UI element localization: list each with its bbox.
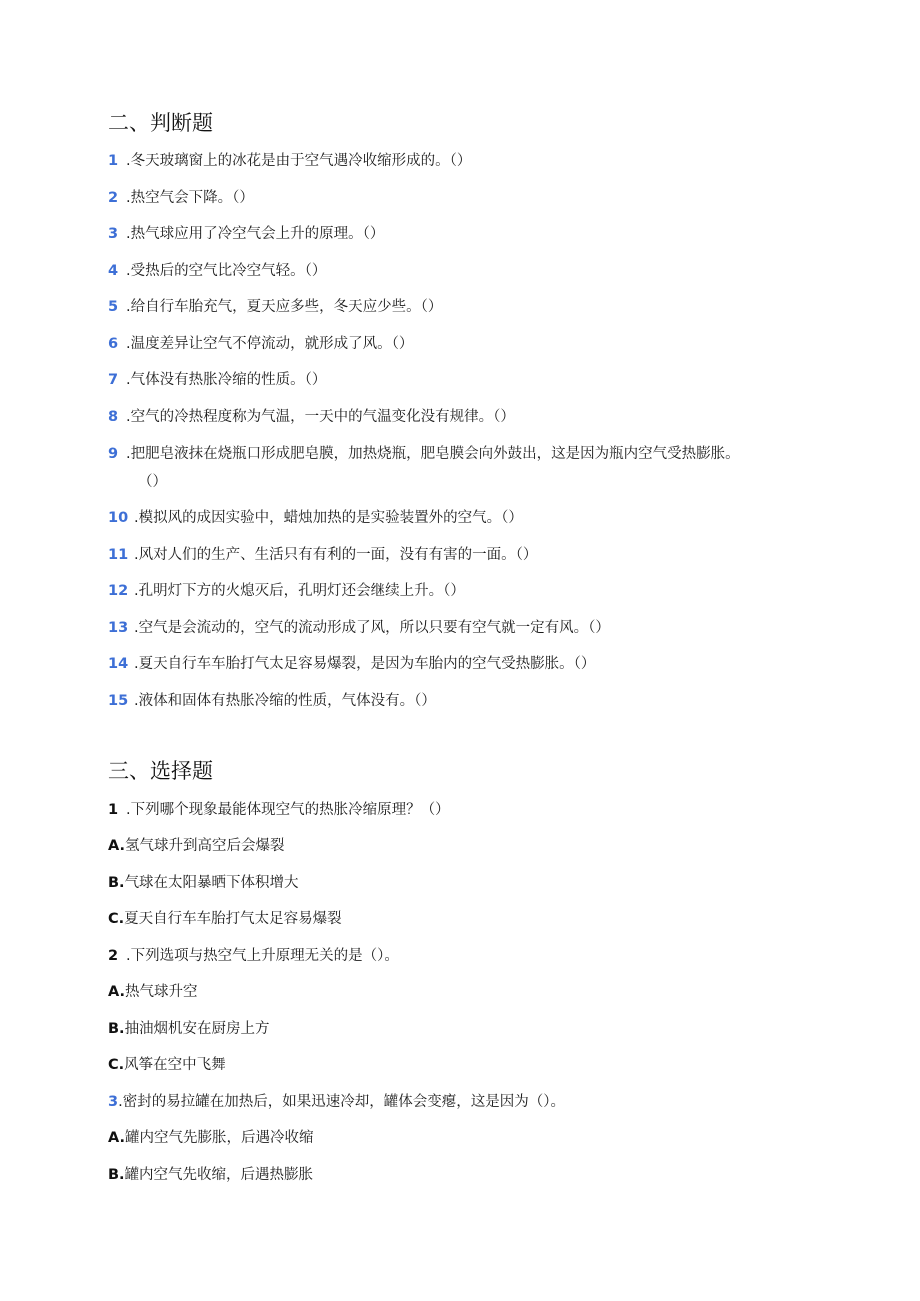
option-text: 罐内空气先膨胀，后遇冷收缩 xyxy=(125,1130,314,1146)
question-item xyxy=(108,800,450,820)
question-text: .液体和固体有热胀冷缩的性质，气体没有。（） xyxy=(134,693,436,709)
question-number: 3 xyxy=(108,1094,119,1110)
question-continuation: （） xyxy=(138,474,167,490)
question-number: 14 xyxy=(108,656,129,672)
question-text: .模拟风的成因实验中，蜡烛加热的是实验装置外的空气。（） xyxy=(134,510,523,526)
option-text: 氢气球升到高空后会爆裂 xyxy=(125,838,285,854)
option-a xyxy=(108,982,198,1002)
question-text: .热空气会下降。（） xyxy=(126,190,254,206)
option-a xyxy=(108,1128,314,1148)
option-text: 热气球升空 xyxy=(125,984,198,1000)
question-number: 11 xyxy=(108,547,129,563)
question-item xyxy=(108,581,465,601)
question-text: .给自行车胎充气，夏天应多些，冬天应少些。（） xyxy=(126,299,443,315)
question-number: 4 xyxy=(108,263,119,279)
question-item xyxy=(108,334,413,354)
question-text: .把肥皂液抹在烧瓶口形成肥皂膜，加热烧瓶，肥皂膜会向外鼓出，这是因为瓶内空气受热膨胀。 xyxy=(126,446,740,462)
question-item xyxy=(108,618,610,638)
question-text: .下列哪个现象最能体现空气的热胀冷缩原理？（） xyxy=(126,802,450,818)
question-item xyxy=(108,297,442,317)
option-key: A. xyxy=(108,1130,125,1146)
question-number: 8 xyxy=(108,409,119,425)
option-b xyxy=(108,1165,313,1185)
question-item xyxy=(108,224,384,244)
option-c xyxy=(108,1055,226,1075)
option-text: 抽油烟机安在厨房上方 xyxy=(124,1021,270,1037)
option-key: A. xyxy=(108,838,125,854)
question-item xyxy=(108,261,326,281)
option-key: A. xyxy=(108,984,125,1000)
question-item xyxy=(108,691,436,711)
option-key: C. xyxy=(108,1057,125,1073)
option-text: 夏天自行车车胎打气太足容易爆裂 xyxy=(124,911,342,927)
question-item xyxy=(108,188,254,208)
question-text: .受热后的空气比冷空气轻。（） xyxy=(126,263,327,279)
question-text: .冬天玻璃窗上的冰花是由于空气遇冷收缩形成的。（） xyxy=(126,153,472,169)
question-item xyxy=(108,654,595,674)
option-key: C. xyxy=(108,911,125,927)
question-number: 12 xyxy=(108,583,129,599)
question-text: .密封的易拉罐在加热后，如果迅速冷却，罐体会变瘪，这是因为（）。 xyxy=(118,1094,565,1110)
question-text: .空气是会流动的，空气的流动形成了风，所以只要有空气就一定有风。（） xyxy=(134,620,610,636)
question-text: .风对人们的生产、生活只有有利的一面，没有有害的一面。（） xyxy=(134,547,538,563)
question-number: 6 xyxy=(108,336,119,352)
question-item xyxy=(108,151,471,171)
question-number: 1 xyxy=(108,153,119,169)
question-text: .温度差异让空气不停流动，就形成了风。（） xyxy=(126,336,414,352)
question-number: 10 xyxy=(108,510,129,526)
question-text: .空气的冷热程度称为气温，一天中的气温变化没有规律。（） xyxy=(126,409,515,425)
option-key: B. xyxy=(108,1021,125,1037)
option-b xyxy=(108,873,299,893)
section-heading-judgement: 二、判断题 xyxy=(108,111,213,135)
question-number: 1 xyxy=(108,802,119,818)
question-number: 7 xyxy=(108,372,119,388)
question-item xyxy=(108,444,740,464)
question-number: 5 xyxy=(108,299,119,315)
question-number: 9 xyxy=(108,446,119,462)
question-text: .夏天自行车车胎打气太足容易爆裂，是因为车胎内的空气受热膨胀。（） xyxy=(134,656,596,672)
question-number: 15 xyxy=(108,693,129,709)
question-item xyxy=(108,407,515,427)
question-text: .孔明灯下方的火熄灭后，孔明灯还会继续上升。（） xyxy=(134,583,465,599)
option-c xyxy=(108,909,342,929)
question-number: 2 xyxy=(108,190,119,206)
question-text: .下列选项与热空气上升原理无关的是（）。 xyxy=(126,948,399,964)
section-heading-choice: 三、选择题 xyxy=(108,759,213,783)
option-a xyxy=(108,836,285,856)
option-key: B. xyxy=(108,1167,125,1183)
question-item xyxy=(108,1092,565,1112)
option-key: B. xyxy=(108,875,125,891)
question-text: .热气球应用了冷空气会上升的原理。（） xyxy=(126,226,385,242)
question-number: 2 xyxy=(108,948,119,964)
question-item xyxy=(108,508,523,528)
option-text: 风筝在空中飞舞 xyxy=(124,1057,226,1073)
question-number: 13 xyxy=(108,620,129,636)
question-text: .气体没有热胀冷缩的性质。（） xyxy=(126,372,327,388)
option-text: 罐内空气先收缩，后遇热膨胀 xyxy=(124,1167,314,1183)
question-item xyxy=(108,946,399,966)
question-number: 3 xyxy=(108,226,119,242)
question-item xyxy=(108,545,537,565)
option-text: 气球在太阳暴晒下体积增大 xyxy=(124,875,299,891)
option-b xyxy=(108,1019,270,1039)
question-item xyxy=(108,370,326,390)
